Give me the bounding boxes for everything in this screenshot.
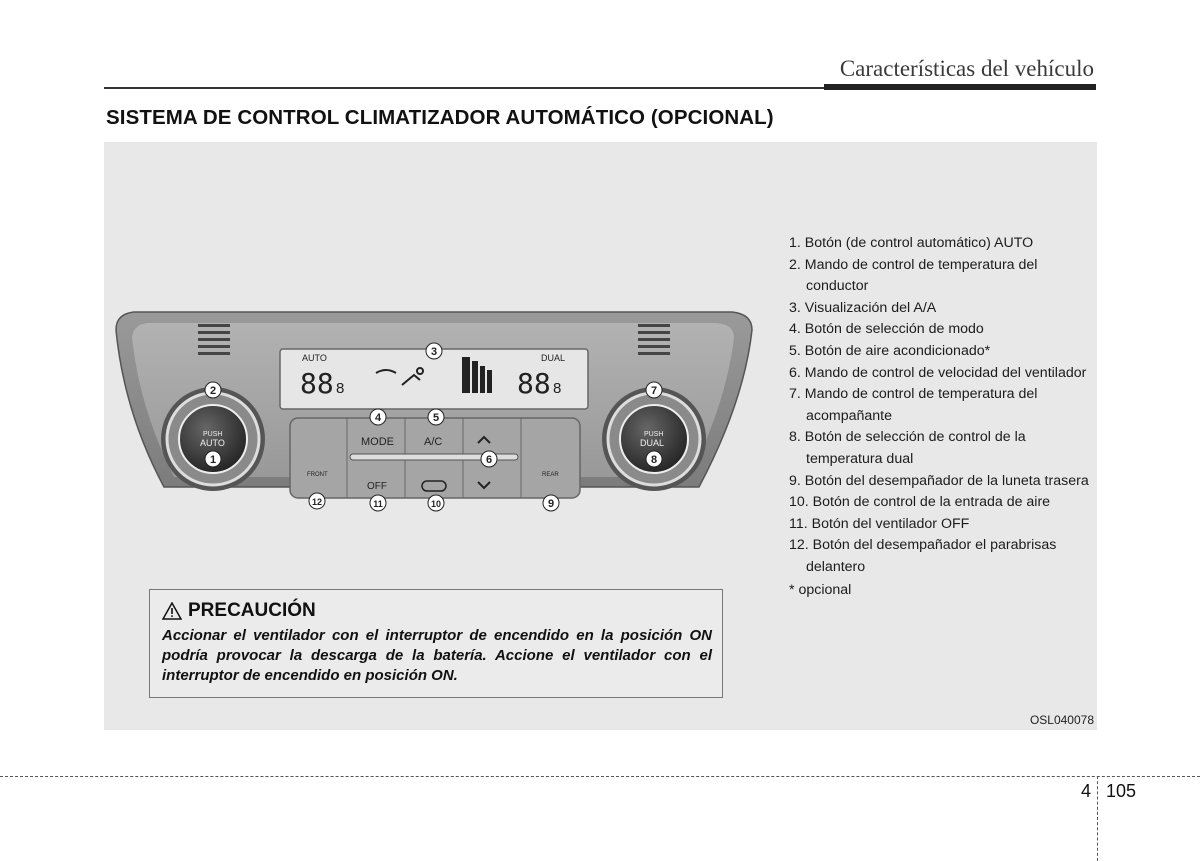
footer-divider xyxy=(0,776,1200,777)
mode-button-label: MODE xyxy=(361,436,394,448)
passenger-temp-knob xyxy=(602,387,706,491)
temp-right-digits: 88 xyxy=(517,367,551,400)
temp-right-decimal: 8 xyxy=(553,380,562,397)
callout-6: 6 xyxy=(485,454,493,466)
front-defrost-label: FRONT xyxy=(307,472,328,478)
callout-5: 5 xyxy=(432,412,440,424)
knob-left-push: PUSH xyxy=(203,431,223,438)
legend-item: 12. Botón del desempañador el parabrisas delantero xyxy=(789,537,1057,575)
temp-left-digits: 88 xyxy=(300,367,334,400)
off-button-label: OFF xyxy=(367,481,387,492)
callout-7: 7 xyxy=(650,385,658,397)
callout-1: 1 xyxy=(209,454,217,466)
legend-note: * opcional xyxy=(789,581,852,598)
display-auto-label: AUTO xyxy=(302,353,327,363)
knob-right-dual: DUAL xyxy=(640,438,665,448)
knob-left-auto: AUTO xyxy=(200,438,225,448)
legend-item: 10. Botón de control de la entrada de aire xyxy=(789,494,1051,511)
caution-text: Accionar el ventilador con el interruptor de encendido en la posición ON podría provocar la descarga de la batería. Accione el ventilador con el interruptor de encendido en posición ON. xyxy=(162,627,712,684)
callout-9: 9 xyxy=(547,498,555,510)
header-rule xyxy=(104,87,824,89)
rear-defrost-label: REAR xyxy=(542,472,559,478)
callout-4: 4 xyxy=(374,412,382,424)
footer-vertical-divider xyxy=(1097,776,1098,861)
legend-item: 6. Mando de control de velocidad del ventilador xyxy=(789,364,1087,381)
display-dual-label: DUAL xyxy=(541,353,566,363)
driver-temp-knob xyxy=(161,387,265,491)
legend-item: 8. Botón de selección de control de la temperatura dual xyxy=(789,429,1026,467)
caution-box xyxy=(149,589,723,698)
legend-item: 4. Botón de selección de modo xyxy=(789,321,984,338)
header-rule-accent xyxy=(824,84,1096,90)
ac-button-label: A/C xyxy=(424,436,443,448)
legend-item: 1. Botón (de control automático) AUTO xyxy=(789,235,1034,251)
knob-right-push: PUSH xyxy=(644,431,664,438)
header-title: Características del vehículo xyxy=(839,56,1094,81)
page-number: 105 xyxy=(1106,781,1137,801)
caution-title: PRECAUCIÓN xyxy=(188,600,316,621)
legend-item: 3. Visualización del A/A xyxy=(789,299,937,316)
callout-12: 12 xyxy=(311,497,323,507)
section-number: 4 xyxy=(1081,781,1092,801)
callout-8: 8 xyxy=(650,454,658,466)
legend-list xyxy=(789,233,1089,601)
legend-item: 7. Mando de control de temperatura del acompañante xyxy=(789,386,1038,424)
callout-2: 2 xyxy=(209,385,217,397)
caution-header xyxy=(162,600,712,622)
figure-code: OSL040078 xyxy=(1029,713,1094,727)
callout-11: 11 xyxy=(373,499,383,509)
section-title: SISTEMA DE CONTROL CLIMATIZADOR AUTOMÁTICO (OPCIONAL) xyxy=(106,106,774,129)
legend-item: 2. Mando de control de temperatura del conductor xyxy=(789,256,1038,295)
callout-3: 3 xyxy=(430,346,438,358)
legend-item: 9. Botón del desempañador de la luneta trasera xyxy=(789,472,1089,489)
callout-10: 10 xyxy=(430,499,442,509)
warning-triangle-icon xyxy=(162,602,182,620)
legend-item: 11. Botón del ventilador OFF xyxy=(789,515,970,532)
legend-item: 5. Botón de aire acondicionado* xyxy=(789,342,991,359)
temp-left-decimal: 8 xyxy=(336,380,345,397)
